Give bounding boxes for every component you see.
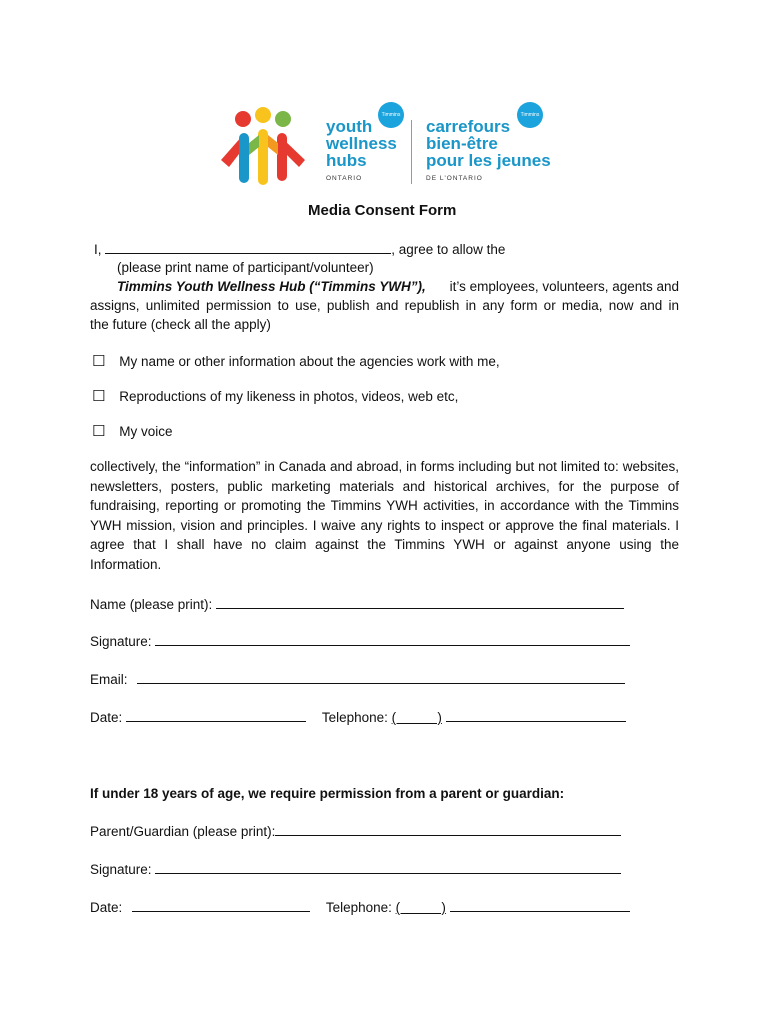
intro-i: I,: [94, 242, 102, 257]
guardian-heading: If under 18 years of age, we require permission from a parent or guardian:: [90, 786, 565, 801]
intro-hint: (please print name of participant/volunteer): [117, 260, 374, 275]
area-code-field[interactable]: ( ): [391, 710, 442, 725]
signature-label: Signature:: [90, 634, 152, 649]
para1-line2: assigns, unlimited permission to use, publish and republish in any form or media, now and in: [90, 298, 679, 313]
guardian-date-field[interactable]: [132, 897, 310, 912]
logo-en-line2: wellness: [326, 134, 397, 153]
participant-name-field[interactable]: [105, 239, 391, 254]
org-rest: it’s employees, volunteers, agents and: [449, 279, 679, 294]
intro-line: [94, 239, 505, 259]
logo: [215, 100, 555, 190]
para1-line3: the future (check all the apply): [90, 317, 271, 332]
guardian-area-code-field[interactable]: ( ): [395, 900, 446, 915]
email-field[interactable]: [137, 669, 625, 684]
option-label: My name or other information about the agencies work with me,: [119, 354, 500, 369]
date-label: Date:: [90, 710, 123, 725]
guardian-date-phone-row: [90, 897, 630, 917]
people-logo-icon: [215, 105, 315, 190]
guardian-row: [90, 821, 621, 841]
email-row: [90, 669, 625, 689]
date-phone-row: [90, 707, 626, 727]
logo-fr-badge: Timmins: [517, 102, 543, 128]
logo-en-line3: hubs: [326, 151, 367, 170]
logo-fr-line3: pour les jeunes: [426, 151, 551, 170]
option-row[interactable]: [92, 352, 500, 371]
guardian-name-field[interactable]: [275, 821, 621, 836]
name-row: [90, 594, 624, 614]
guardian-signature-row: [90, 859, 621, 879]
date-field[interactable]: [126, 707, 306, 722]
telephone-label: Telephone:: [321, 710, 388, 725]
email-label: Email:: [90, 672, 128, 687]
logo-fr-line2: bien-être: [426, 134, 498, 153]
logo-en-badge: Timmins: [378, 102, 404, 128]
name-label: Name (please print):: [90, 597, 213, 612]
checkbox-icon[interactable]: ☐: [92, 422, 106, 440]
telephone-field[interactable]: [446, 707, 626, 722]
checkbox-icon[interactable]: ☐: [92, 387, 106, 405]
org-name: Timmins Youth Wellness Hub (“Timmins YWH”),: [117, 279, 426, 294]
guardian-telephone-field[interactable]: [450, 897, 630, 912]
guardian-signature-field[interactable]: [155, 859, 621, 874]
option-label: My voice: [119, 424, 173, 439]
org-line: [117, 277, 679, 296]
signature-row: [90, 631, 630, 651]
logo-fr-region: DE L'ONTARIO: [426, 175, 483, 182]
logo-divider: [411, 120, 412, 184]
option-row[interactable]: [92, 422, 172, 441]
guardian-label: Parent/Guardian (please print):: [90, 824, 276, 839]
checkbox-icon[interactable]: ☐: [92, 352, 106, 370]
logo-en-line1: youth: [326, 117, 373, 136]
guardian-telephone-label: Telephone:: [325, 900, 392, 915]
guardian-signature-label: Signature:: [90, 862, 152, 877]
form-title: Media Consent Form: [308, 202, 457, 219]
guardian-date-label: Date:: [90, 900, 123, 915]
logo-fr-line1: carrefours: [426, 117, 511, 136]
logo-english: [326, 118, 397, 182]
intro-agree: , agree to allow the: [391, 242, 506, 257]
name-field[interactable]: [216, 594, 624, 609]
option-row[interactable]: [92, 387, 458, 406]
collectively-paragraph: collectively, the “information” in Canada and abroad, in forms including but not limited to: websites, newsletters, posters, public marketing materials and historical archives, for the purpose of fundraising, reporting or promoting the Timmins YWH activities, in accordance with the Timmins YWH mission, vision and principles. I waive any rights to inspect or approve the final materials. I agree that I shall have no claim against the Timmins YWH or against anyone using the Information.: [90, 459, 679, 572]
logo-en-region: ONTARIO: [326, 175, 363, 182]
signature-field[interactable]: [155, 631, 630, 646]
option-label: Reproductions of my likeness in photos, videos, web etc,: [119, 389, 459, 404]
